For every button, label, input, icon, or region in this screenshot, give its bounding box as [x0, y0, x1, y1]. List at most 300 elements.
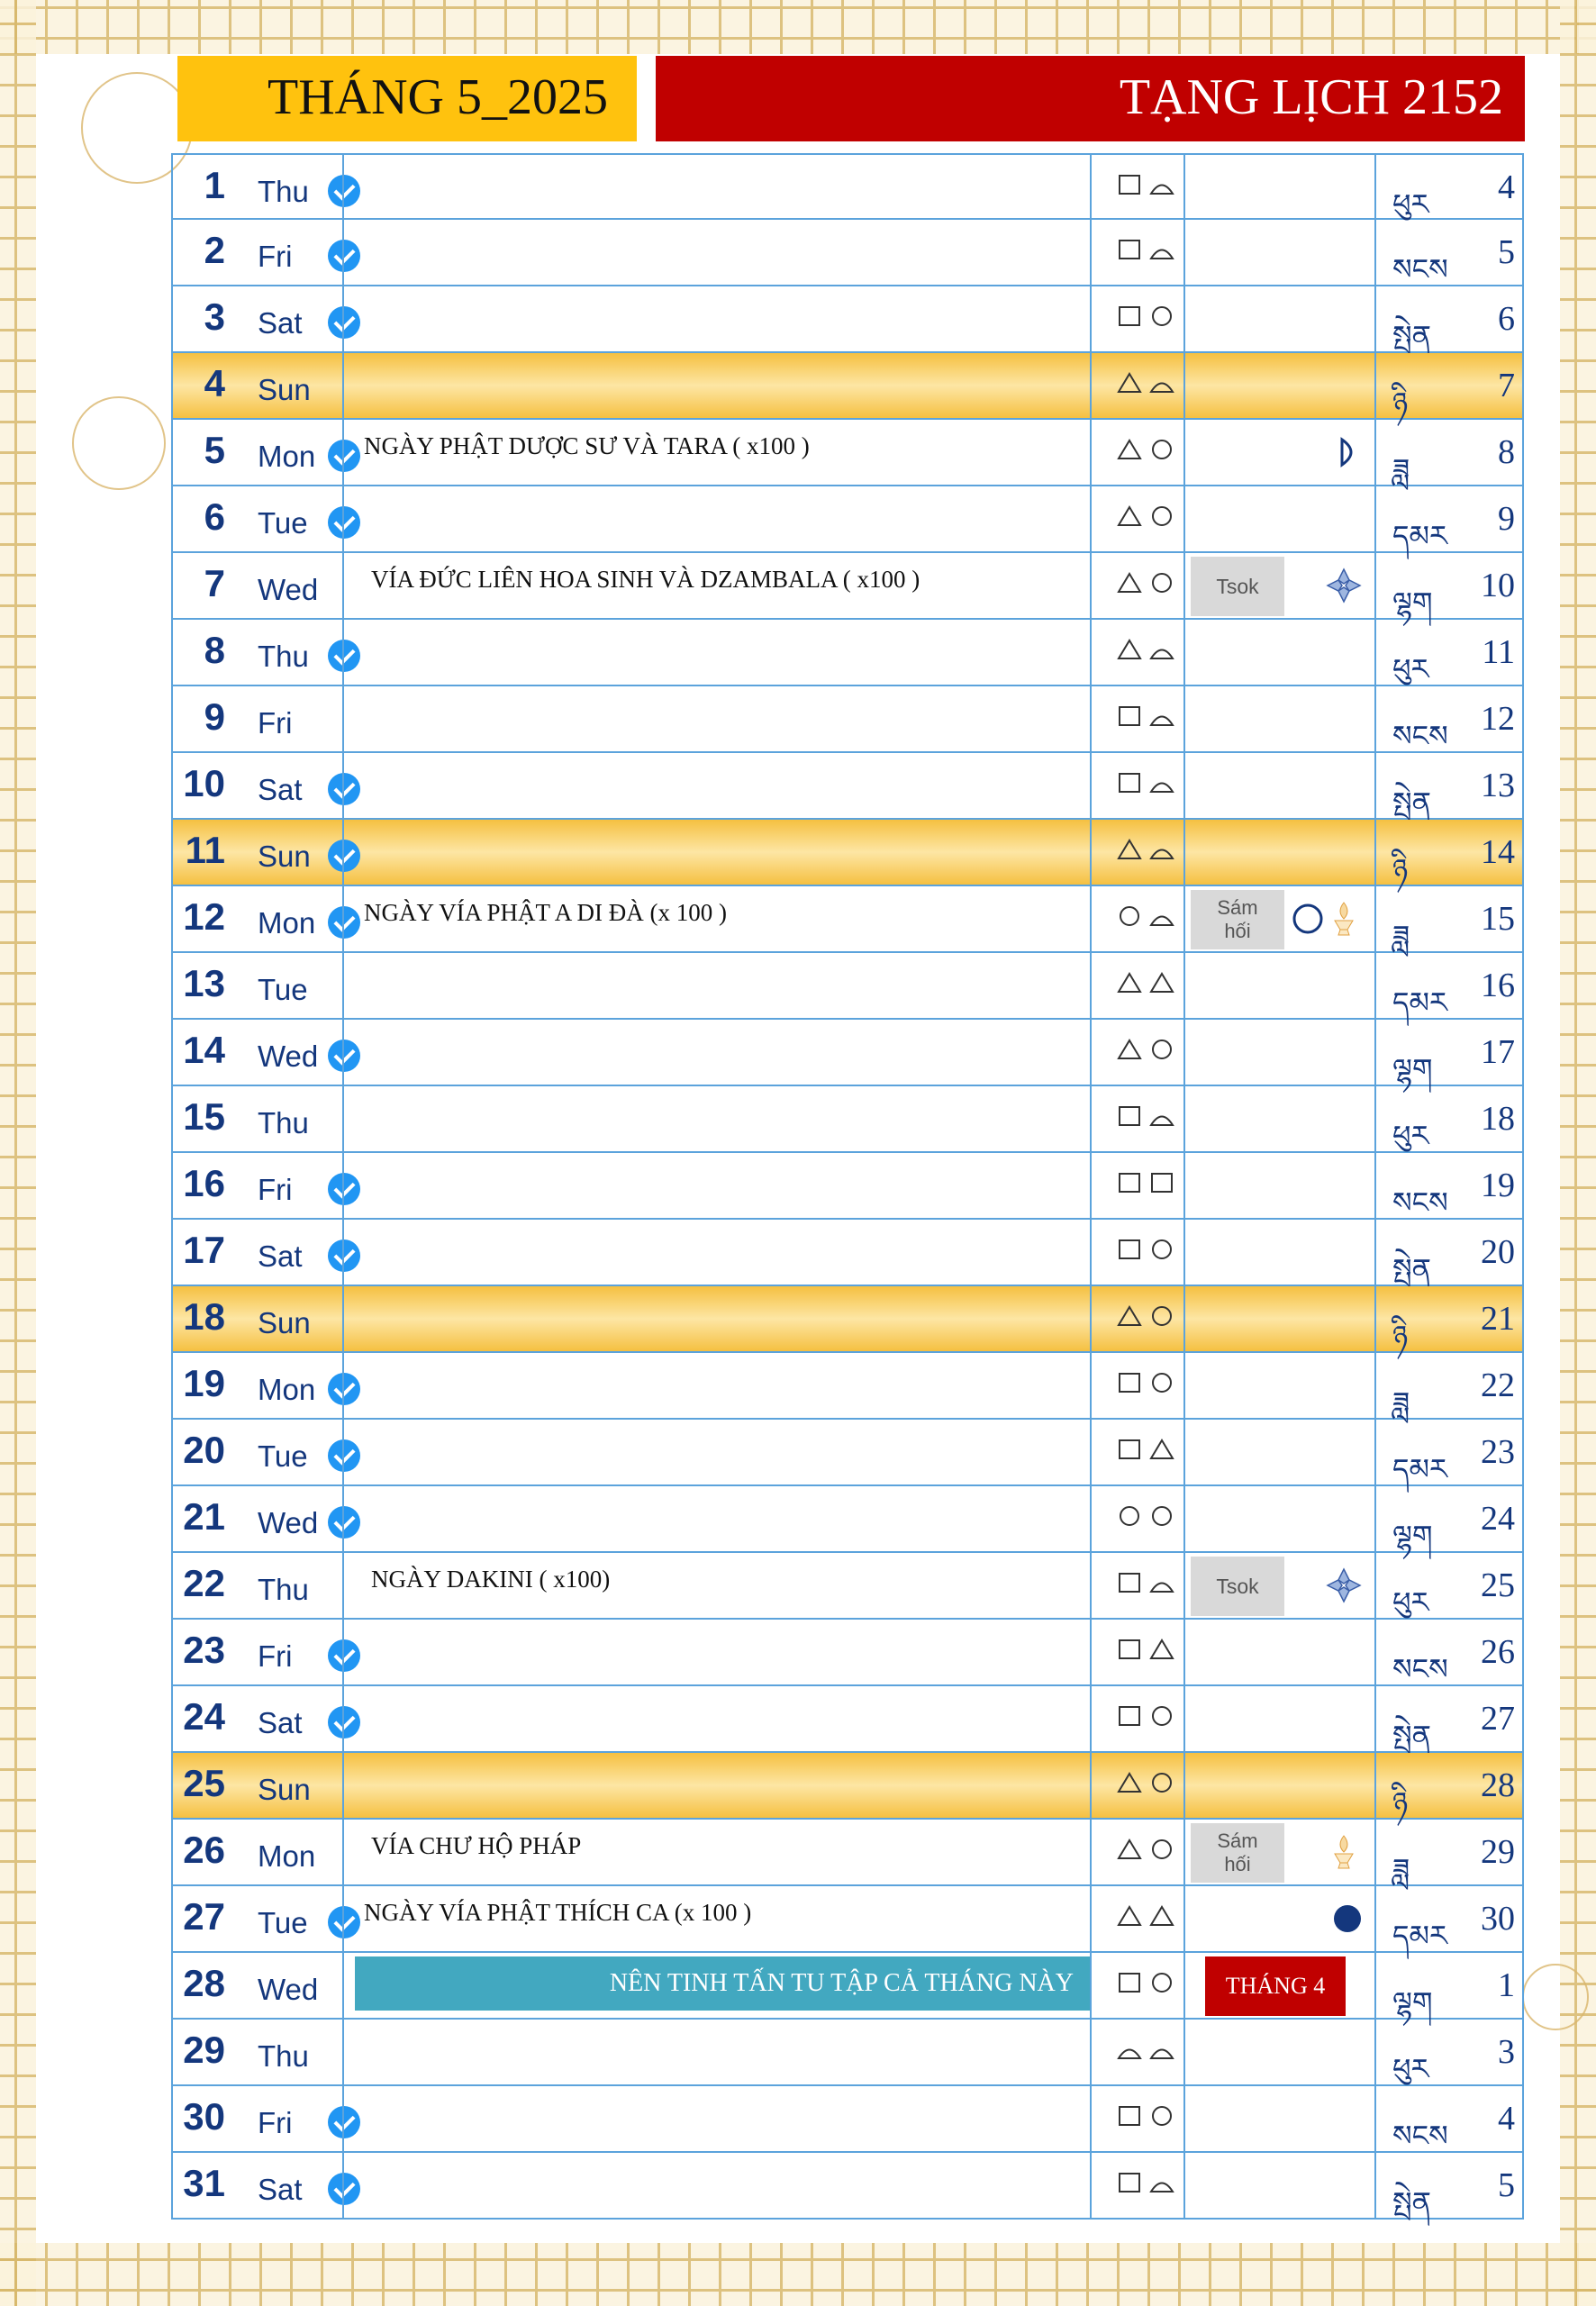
waxing-moon-icon: [1329, 434, 1365, 470]
day-row: [171, 220, 1524, 286]
weekday-label: Thu: [258, 1573, 309, 1606]
day-number: 21: [183, 1495, 225, 1538]
decorative-border-right: [1560, 0, 1596, 2306]
square-icon: [1117, 1569, 1144, 1596]
astro-symbols: [1117, 903, 1189, 939]
tibetan-date: 17: [1481, 1033, 1515, 1071]
day-row: [171, 1953, 1524, 2020]
triangle-icon: [1117, 1303, 1144, 1330]
weekday-label: Sun: [258, 840, 311, 873]
tibetan-weekday: དམར: [1392, 1920, 1447, 1952]
column-divider: [1090, 153, 1092, 2220]
circle-icon: [1149, 303, 1176, 330]
day-number: 27: [183, 1895, 225, 1938]
dome-icon: [1149, 769, 1176, 796]
astro-symbols: [1117, 769, 1189, 805]
butter-lamp-icon: [1324, 1832, 1364, 1872]
day-row: [171, 1553, 1524, 1620]
day-row: [171, 153, 1524, 220]
day-row: [171, 1820, 1524, 1886]
tibetan-month-tag: THÁNG 4: [1205, 1956, 1346, 2016]
astro-symbols: [1117, 1769, 1189, 1805]
day-row: [171, 553, 1524, 620]
weekday-label: Sun: [258, 1773, 311, 1806]
tibetan-weekday: སྤེན: [1392, 1720, 1431, 1752]
day-row: [171, 2153, 1524, 2220]
check-icon: [328, 1173, 360, 1205]
day-number: 29: [183, 2029, 225, 2071]
astro-symbols: [1117, 1702, 1189, 1739]
astro-symbols: [1117, 703, 1189, 739]
check-icon: [328, 640, 360, 672]
practice-tag-line: hối: [1224, 920, 1251, 942]
calendar-grid: [171, 153, 1524, 2220]
weekday-label: Sat: [258, 2173, 303, 2206]
check-icon: [328, 1239, 360, 1272]
tibetan-date: 12: [1481, 700, 1515, 738]
weekday-label: Thu: [258, 640, 309, 673]
practice-banner: [355, 1956, 1092, 2011]
weekday-label: Sun: [258, 1306, 311, 1339]
tibetan-weekday: སྤེན: [1392, 786, 1431, 819]
tibetan-date: 22: [1481, 1366, 1515, 1404]
square-icon: [1117, 1969, 1144, 1996]
column-divider: [1374, 153, 1376, 2220]
astro-symbols: [1117, 1103, 1189, 1139]
tibetan-weekday: ཕུར: [1392, 653, 1429, 685]
square-icon: [1117, 1436, 1144, 1463]
day-number: 13: [183, 962, 225, 1004]
astro-symbols: [1117, 369, 1189, 405]
practice-tag: [1191, 1823, 1284, 1883]
tibetan-date: 5: [1498, 2166, 1515, 2204]
tibetan-weekday: ལྷག: [1392, 1053, 1433, 1085]
triangle-icon: [1149, 1436, 1176, 1463]
check-icon: [328, 1706, 360, 1739]
tibetan-date: 4: [1498, 168, 1515, 206]
weekday-label: Wed: [258, 1973, 319, 2006]
triangle-icon: [1149, 969, 1176, 996]
tibetan-weekday: ཕུར: [1392, 1120, 1429, 1152]
tibetan-weekday: ཉི: [1392, 853, 1409, 885]
triangle-icon: [1149, 1902, 1176, 1929]
weekday-label: Thu: [258, 175, 309, 208]
weekday-label: Sat: [258, 306, 303, 340]
astro-symbols: [1117, 1303, 1189, 1339]
day-number: 9: [204, 695, 225, 738]
tibetan-weekday: ཉི: [1392, 386, 1409, 419]
astro-symbols: [1117, 1436, 1189, 1472]
tibetan-date: 24: [1481, 1500, 1515, 1538]
square-icon: [1117, 236, 1144, 263]
flower-ornament-icon: [72, 396, 166, 490]
tibetan-weekday: སངས: [1392, 1653, 1448, 1685]
dome-icon: [1149, 636, 1176, 663]
check-icon: [328, 840, 360, 872]
square-icon: [1117, 769, 1144, 796]
dome-icon: [1149, 1569, 1176, 1596]
full-moon-icon: [1290, 901, 1326, 937]
weekday-label: Mon: [258, 440, 316, 473]
check-icon: [328, 1639, 360, 1672]
tibetan-weekday: དམར: [1392, 1453, 1447, 1485]
triangle-icon: [1117, 969, 1144, 996]
decorative-border-bottom: [0, 2243, 1596, 2306]
tibetan-weekday: སངས: [1392, 253, 1448, 286]
weekday-label: Wed: [258, 1506, 319, 1539]
day-number: 31: [183, 2162, 225, 2204]
banner-text: NÊN TINH TẤN TU TẬP CẢ THÁNG NÀY: [609, 1969, 1074, 1997]
event-label: VÍA ĐỨC LIÊN HOA SINH VÀ DZAMBALA ( x100 ): [371, 566, 920, 593]
weekday-label: Tue: [258, 1439, 308, 1473]
tibetan-date: 18: [1481, 1100, 1515, 1138]
tibetan-weekday: སྤེན: [1392, 2186, 1431, 2219]
weekday-label: Sat: [258, 1706, 303, 1739]
triangle-icon: [1117, 636, 1144, 663]
astro-symbols: [1117, 1636, 1189, 1672]
tibetan-date: 10: [1481, 567, 1515, 604]
practice-tag: [1191, 890, 1284, 949]
day-number: 20: [183, 1429, 225, 1471]
event-label: NGÀY PHẬT DƯỢC SƯ VÀ TARA ( x100 ): [364, 432, 810, 459]
astro-symbols: [1117, 1169, 1189, 1205]
circle-icon: [1149, 1769, 1176, 1796]
tibetan-weekday: ལྷག: [1392, 586, 1433, 619]
day-number: 12: [183, 895, 225, 938]
dome-icon: [1149, 703, 1176, 730]
triangle-icon: [1117, 569, 1144, 596]
circle-icon: [1149, 503, 1176, 530]
day-number: 30: [183, 2095, 225, 2138]
check-icon: [328, 306, 360, 339]
tibetan-date: 8: [1498, 433, 1515, 471]
tibetan-weekday: ཟླ: [1392, 920, 1410, 952]
day-row: [171, 953, 1524, 1020]
tibetan-weekday: ཟླ: [1392, 1386, 1410, 1419]
tibetan-weekday: ཕུར: [1392, 1586, 1429, 1619]
triangle-icon: [1117, 1036, 1144, 1063]
check-icon: [328, 1040, 360, 1072]
weekday-label: Fri: [258, 240, 293, 273]
day-number: 8: [204, 629, 225, 671]
triangle-icon: [1117, 836, 1144, 863]
tibetan-date: 21: [1481, 1300, 1515, 1338]
day-number: 17: [183, 1229, 225, 1271]
astro-symbols: [1117, 1036, 1189, 1072]
check-icon: [328, 1906, 360, 1938]
day-row: [171, 2086, 1524, 2153]
day-row: [171, 420, 1524, 486]
square-icon: [1117, 2169, 1144, 2196]
dome-icon: [1149, 171, 1176, 198]
weekday-label: Sun: [258, 373, 311, 406]
day-number: 10: [183, 762, 225, 804]
circle-icon: [1149, 569, 1176, 596]
day-row: [171, 686, 1524, 753]
day-number: 15: [183, 1095, 225, 1138]
day-row: [171, 1753, 1524, 1820]
square-icon: [1149, 1169, 1176, 1196]
tibetan-date: 28: [1481, 1766, 1515, 1804]
check-icon: [328, 506, 360, 539]
dome-icon: [1149, 2169, 1176, 2196]
triangle-icon: [1149, 1636, 1176, 1663]
square-icon: [1117, 1369, 1144, 1396]
double-dorje-icon: [1324, 566, 1364, 605]
event-label: VÍA CHƯ HỘ PHÁP: [371, 1832, 582, 1859]
tibetan-date: 6: [1498, 300, 1515, 338]
square-icon: [1117, 1702, 1144, 1730]
dome-icon: [1149, 1103, 1176, 1130]
tibetan-weekday: ཟླ: [1392, 1853, 1410, 1885]
astro-symbols: [1117, 171, 1189, 207]
tibetan-weekday: ཟླ: [1392, 453, 1410, 486]
day-row: [171, 353, 1524, 420]
astro-symbols: [1117, 636, 1189, 672]
astro-symbols: [1117, 836, 1189, 872]
astro-symbols: [1117, 1569, 1189, 1605]
new-moon-icon: [1329, 1901, 1365, 1937]
tibetan-weekday: ཕུར: [1392, 188, 1429, 221]
tibetan-date: 4: [1498, 2100, 1515, 2138]
dome-icon: [1117, 2036, 1144, 2063]
practice-tag: Tsok: [1191, 557, 1284, 616]
weekday-label: Fri: [258, 2106, 293, 2139]
day-row: [171, 1153, 1524, 1220]
dome-icon: [1149, 2036, 1176, 2063]
day-row: [171, 1020, 1524, 1086]
day-number: 6: [204, 495, 225, 538]
triangle-icon: [1117, 503, 1144, 530]
check-icon: [328, 175, 360, 207]
circle-icon: [1149, 1303, 1176, 1330]
flower-ornament-icon: [1522, 1964, 1589, 2030]
square-icon: [1117, 171, 1144, 198]
tibetan-date: 27: [1481, 1700, 1515, 1738]
check-icon: [328, 1506, 360, 1539]
triangle-icon: [1117, 1769, 1144, 1796]
square-icon: [1117, 1636, 1144, 1663]
circle-icon: [1149, 1236, 1176, 1263]
triangle-icon: [1117, 1836, 1144, 1863]
tibetan-date: 23: [1481, 1433, 1515, 1471]
day-row: [171, 1286, 1524, 1353]
check-icon: [328, 906, 360, 939]
day-number: 19: [183, 1362, 225, 1404]
astro-symbols: [1117, 2169, 1189, 2205]
tibetan-date: 11: [1482, 633, 1515, 671]
astro-symbols: [1117, 569, 1189, 605]
practice-tag-line: Sám: [1217, 1829, 1258, 1852]
tibetan-weekday: ཉི: [1392, 1320, 1409, 1352]
tibetan-weekday: སངས: [1392, 720, 1448, 752]
day-row: [171, 1220, 1524, 1286]
weekday-label: Mon: [258, 906, 316, 940]
tibetan-date: 29: [1481, 1833, 1515, 1871]
dome-icon: [1149, 369, 1176, 396]
weekday-label: Tue: [258, 506, 308, 540]
astro-symbols: [1117, 1236, 1189, 1272]
tibetan-date: 15: [1481, 900, 1515, 938]
day-row: [171, 486, 1524, 553]
check-icon: [328, 2173, 360, 2205]
tibetan-weekday: ཕུར: [1392, 2053, 1429, 2085]
astro-symbols: [1117, 1969, 1189, 2005]
day-number: 22: [183, 1562, 225, 1604]
weekday-label: Fri: [258, 1173, 293, 1206]
circle-icon: [1149, 2102, 1176, 2129]
weekday-label: Fri: [258, 1639, 293, 1673]
dome-icon: [1149, 236, 1176, 263]
day-row: [171, 2020, 1524, 2086]
event-label: NGÀY DAKINI ( x100): [371, 1566, 611, 1593]
column-divider: [342, 153, 344, 2220]
weekday-label: Mon: [258, 1839, 316, 1873]
check-icon: [328, 2106, 360, 2138]
tibetan-weekday: སྤེན: [1392, 1253, 1431, 1285]
astro-symbols: [1117, 1503, 1189, 1539]
tibetan-weekday: སངས: [1392, 2120, 1448, 2152]
weekday-label: Fri: [258, 706, 293, 740]
event-label: NGÀY VÍA PHẬT THÍCH CA (x 100 ): [364, 1899, 752, 1926]
day-number: 14: [183, 1029, 225, 1071]
practice-tag-line: Sám: [1217, 896, 1258, 919]
column-divider: [1522, 153, 1524, 2220]
day-number: 26: [183, 1829, 225, 1871]
astro-symbols: [1117, 503, 1189, 539]
month-header: [177, 56, 637, 141]
day-number: 24: [183, 1695, 225, 1738]
decorative-border-left: [0, 0, 36, 2306]
day-row: [171, 1886, 1524, 1953]
tibetan-weekday: ལྷག: [1392, 1986, 1433, 2019]
tibetan-year-header: [656, 56, 1525, 141]
tibetan-date: 25: [1481, 1566, 1515, 1604]
triangle-icon: [1117, 436, 1144, 463]
circle-icon: [1149, 1369, 1176, 1396]
circle-icon: [1149, 1036, 1176, 1063]
weekday-label: Sat: [258, 773, 303, 806]
square-icon: [1117, 2102, 1144, 2129]
month-title: THÁNG 5_2025: [268, 69, 608, 125]
practice-tag: Tsok: [1191, 1557, 1284, 1616]
weekday-label: Sat: [258, 1239, 303, 1273]
day-number: 4: [204, 362, 225, 404]
day-number: 3: [204, 295, 225, 338]
day-row: [171, 1486, 1524, 1553]
circle-icon: [1149, 1503, 1176, 1530]
weekday-label: Mon: [258, 1373, 316, 1406]
day-row: [171, 753, 1524, 820]
check-icon: [328, 1373, 360, 1405]
check-icon: [328, 240, 360, 272]
tibetan-weekday: ལྷག: [1392, 1520, 1433, 1552]
astro-symbols: [1117, 2102, 1189, 2138]
square-icon: [1117, 1103, 1144, 1130]
weekday-label: Thu: [258, 2039, 309, 2073]
square-icon: [1117, 303, 1144, 330]
column-divider: [1183, 153, 1185, 2220]
tibetan-date: 13: [1481, 767, 1515, 804]
astro-symbols: [1117, 1369, 1189, 1405]
practice-tag-line: hối: [1224, 1853, 1251, 1875]
day-number: 2: [204, 229, 225, 271]
tibetan-weekday: སྤེན: [1392, 320, 1431, 352]
square-icon: [1117, 1236, 1144, 1263]
day-number: 5: [204, 429, 225, 471]
event-label: NGÀY VÍA PHẬT A DI ĐÀ (x 100 ): [364, 899, 728, 926]
decorative-border-top: [0, 0, 1596, 54]
tibetan-date: 14: [1481, 833, 1515, 871]
astro-symbols: [1117, 236, 1189, 272]
tibetan-date: 30: [1481, 1900, 1515, 1938]
circle-icon: [1149, 1702, 1176, 1730]
tibetan-weekday: དམར: [1392, 986, 1447, 1019]
day-row: [171, 1086, 1524, 1153]
tibetan-weekday: དམར: [1392, 520, 1447, 552]
dome-icon: [1149, 836, 1176, 863]
tibetan-date: 9: [1498, 500, 1515, 538]
dome-icon: [1149, 903, 1176, 930]
day-number: 18: [183, 1295, 225, 1338]
tibetan-year-title: TẠNG LỊCH 2152: [1119, 69, 1503, 125]
tibetan-date: 19: [1481, 1167, 1515, 1204]
triangle-icon: [1117, 1902, 1144, 1929]
circle-icon: [1149, 1969, 1176, 1996]
butter-lamp-icon: [1324, 899, 1364, 939]
weekday-label: Thu: [258, 1106, 309, 1139]
day-number: 25: [183, 1762, 225, 1804]
day-row: [171, 620, 1524, 686]
column-divider: [171, 153, 173, 2220]
weekday-label: Wed: [258, 1040, 319, 1073]
day-row: [171, 1420, 1524, 1486]
tibetan-weekday: སངས: [1392, 1186, 1448, 1219]
weekday-label: Tue: [258, 1906, 308, 1939]
square-icon: [1117, 703, 1144, 730]
day-number: 1: [204, 164, 225, 206]
day-number: 23: [183, 1629, 225, 1671]
tibetan-date: 3: [1498, 2033, 1515, 2071]
day-row: [171, 886, 1524, 953]
tibetan-date: 20: [1481, 1233, 1515, 1271]
tibetan-date: 1: [1498, 1966, 1515, 2004]
check-icon: [328, 773, 360, 805]
double-dorje-icon: [1324, 1566, 1364, 1605]
day-number: 7: [204, 562, 225, 604]
circle-icon: [1117, 903, 1144, 930]
tibetan-date: 16: [1481, 967, 1515, 1004]
square-icon: [1117, 1169, 1144, 1196]
day-row: [171, 1353, 1524, 1420]
circle-icon: [1149, 1836, 1176, 1863]
astro-symbols: [1117, 1836, 1189, 1872]
triangle-icon: [1117, 369, 1144, 396]
tibetan-date: 7: [1498, 367, 1515, 404]
tibetan-date: 5: [1498, 233, 1515, 271]
astro-symbols: [1117, 436, 1189, 472]
astro-symbols: [1117, 1902, 1189, 1938]
circle-icon: [1117, 1503, 1144, 1530]
day-number: 11: [185, 829, 225, 871]
day-row: [171, 1686, 1524, 1753]
day-row: [171, 820, 1524, 886]
day-row: [171, 1620, 1524, 1686]
day-number: 16: [183, 1162, 225, 1204]
weekday-label: Wed: [258, 573, 319, 606]
circle-icon: [1149, 436, 1176, 463]
astro-symbols: [1117, 2036, 1189, 2072]
